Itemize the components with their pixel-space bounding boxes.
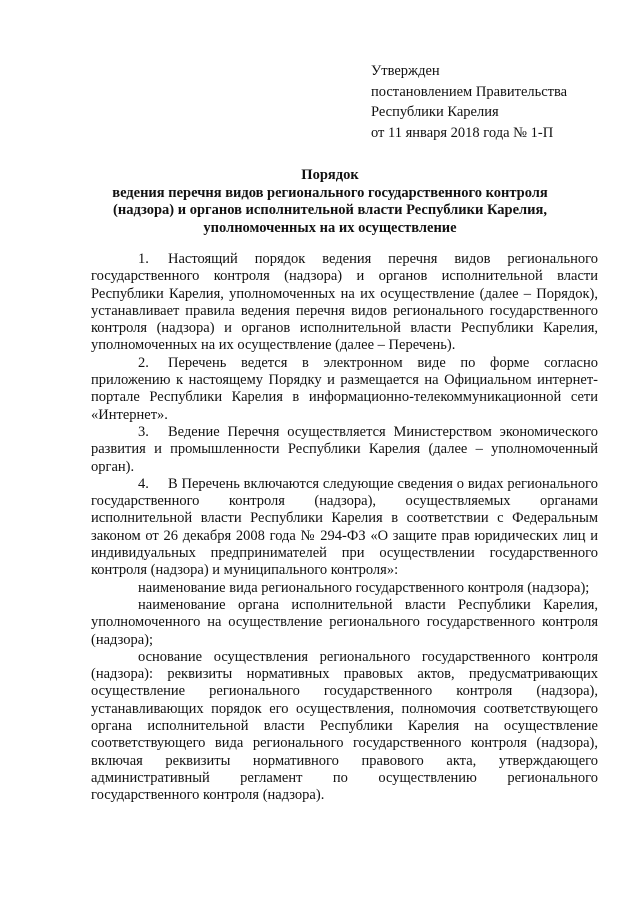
paragraph-number: 2. [138,354,149,371]
list-item-3 [91,649,598,805]
list-item-text: наименование органа исполнительной власти Республики Карелия, уполномоченного на осуществление регионального государственного контроля (надзора); [91,596,598,648]
title-line-4: уполномоченных на их осуществление [203,219,457,236]
title-line-3: (надзора) и органов исполнительной власти Республики Карелия, [113,202,547,218]
list-item-text: наименование вида регионального государственного контроля (надзора); [138,579,590,596]
approval-line-3: Республики Карелия [371,104,499,120]
paragraph-3 [91,424,598,476]
paragraph-number: 4. [138,475,149,492]
paragraph-text: Настоящий порядок ведения перечня видов регионального государственного контроля (надзора) и органов исполнительной власти Республики Карелия, уполномоченных на их осуществление (далее – Порядок), устанавливает правила ведения перечня видов регионального государственного контроля (надзора) и органов исполнительной власти Республики Карелия, уполномоченных на их осуществление (далее – Перечень). [91,251,598,354]
paragraph-text: Ведение Перечня осуществляется Министерством экономического развития и промышленности Республики Карелия (далее – уполномоченный орган). [91,423,598,475]
paragraph-1 [91,251,598,355]
paragraph-number: 1. [138,251,149,267]
document-title [80,167,580,237]
document-body [91,251,598,805]
list-item-2 [91,597,598,649]
approval-line-4: от 11 января 2018 года № 1-П [371,124,554,141]
paragraph-text: Перечень ведется в электронном виде по форме согласно приложению к настоящему Порядку и размещается на Официальном интернет-портале Республики Карелия в информационно-телекоммуникационной сети «Интернет». [91,354,598,423]
paragraph-number: 3. [138,423,149,440]
paragraph-4 [91,476,598,580]
list-item-text: основание осуществления регионального государственного контроля (надзора): реквизиты нормативных правовых актов, предусматривающих осуществление регионального государственного контроля (надзора), устанавливающих порядок его осуществления, полномочия соответствующего органа исполнительной власти Республики Карелия на осуществление соответствующего вида регионального государственного контроля (надзора), включая реквизиты нормативного правового акта, утверждающего административный регламент по осуществлению регионального государственного контроля (надзора). [91,648,598,804]
approval-line-2: постановлением Правительства [371,83,568,100]
title-line-2: ведения перечня видов регионального государственного контроля [112,184,548,201]
approval-line-1: Утвержден [371,63,440,79]
title-line-1: Порядок [301,167,359,183]
approval-stamp [371,61,621,143]
list-item-1 [91,580,598,597]
paragraph-text: В Перечень включаются следующие сведения о видах регионального государственного контроля (надзора), осуществляемых органами исполнительной власти Республики Карелия в соответствии с Федеральным законом от 26 декабря 2008 года № 294-ФЗ «О защите прав юридических лиц и индивидуальных предпринимателей при осуществлении государственного контроля (надзора) и муниципального контроля»: [91,475,598,579]
paragraph-2 [91,355,598,424]
